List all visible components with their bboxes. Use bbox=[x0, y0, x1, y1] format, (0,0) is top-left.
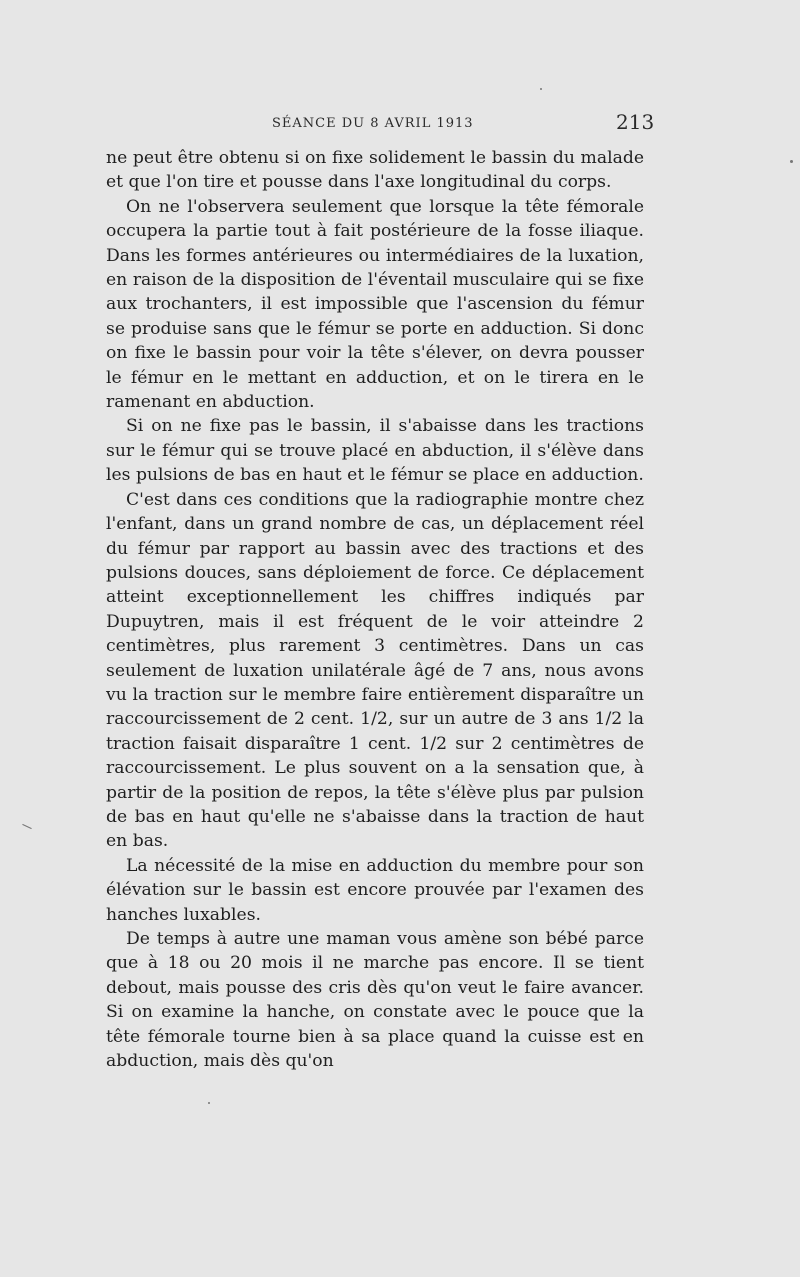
ink-speck bbox=[208, 1102, 210, 1104]
ink-speck bbox=[22, 824, 31, 829]
body-text bbox=[106, 146, 644, 1073]
paragraph-5: La nécessité de la mise en adduction du membre pour son élévation sur le bassin est encore prouvée par l'examen des hanches luxables. bbox=[106, 855, 644, 925]
paragraph-1: ne peut être obtenu si on fixe solidement le bassin du malade et que l'on tire et pousse dans l'axe longitudinal du corps. bbox=[106, 148, 644, 193]
page-number: 213 bbox=[616, 110, 655, 134]
paragraph-6: De temps à autre une maman vous amène son bébé parce que à 18 ou 20 mois il ne marche pas encore. Il se tient debout, mais pousse des cris dès qu'on veut le faire avancer. Si on examine la hanche, on constate avec le pouce que la tête fémorale tourne bien à sa place quand la cuisse est en abduction, mais dès qu'on bbox=[106, 929, 644, 1072]
running-head: SÉANCE DU 8 AVRIL 1913 bbox=[272, 116, 474, 131]
ink-speck bbox=[540, 88, 542, 90]
ink-speck bbox=[790, 160, 793, 163]
paragraph-3: Si on ne fixe pas le bassin, il s'abaisse dans les tractions sur le fémur qui se trouve placé en abduction, il s'élève dans les pulsions de bas en haut et le fémur se place en adduction. bbox=[106, 416, 644, 486]
paragraph-2: On ne l'observera seulement que lorsque la tête fémorale occupera la partie tout à fait postérieure de la fosse iliaque. Dans les formes antérieures ou intermédiaires de la luxation, en raison de la disposition de l'éventail musculaire qui se fixe aux trochanters, il est impossible que l'ascension du fémur se produise sans que le fémur se porte en adduction. Si donc on fixe le bassin pour voir la tête s'élever, on devra pousser le fémur en le mettant en adduction, et on le tirera en le ramenant en abduction. bbox=[106, 196, 644, 413]
paragraph-4: C'est dans ces conditions que la radiographie montre chez l'enfant, dans un grand nombre de cas, un déplacement réel du fémur par rapport au bassin avec des tractions et des pulsions douces, sans déploiement de force. Ce déplacement atteint exceptionnellement les chiffres indiqués par Dupuytren, mais il est fréquent de le voir atteindre 2 centimètres, plus rarement 3 centimètres. Dans un cas seulement de luxation unilatérale âgé de 7 ans, nous avons vu la traction sur le membre faire entièrement disparaître un raccourcissement de 2 cent. 1/2, sur un autre de 3 ans 1/2 la traction faisait disparaître 1 cent. 1/2 sur 2 centimètres de raccourcissement. Le plus souvent on a la sensation que, à partir de la position de repos, la tête s'élève plus par pulsion de bas en haut qu'elle ne s'abaisse dans la traction de haut en bas. bbox=[106, 489, 644, 852]
